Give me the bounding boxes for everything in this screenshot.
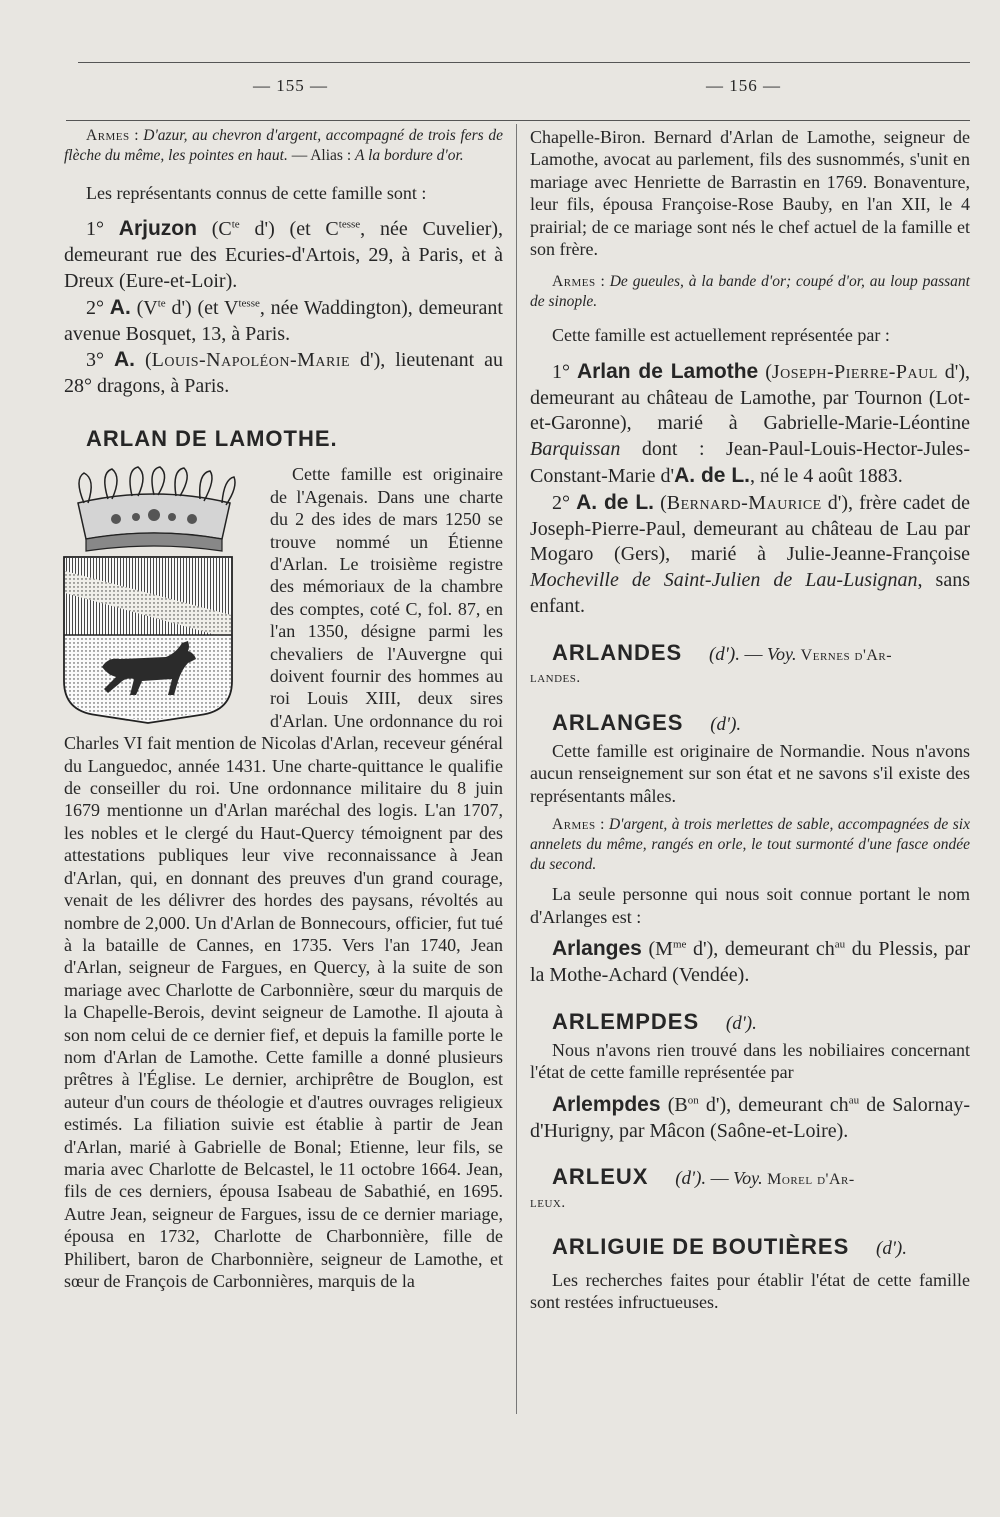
header-rule [66,120,970,121]
shield-icon [64,557,232,723]
entry-arlempdes: Arlempdes ($B^{on}$ d'), demeurant $ch^{au}$ de Salornay-d'Hurigny, par Mâcon (Saône-et-Loire). [530,1092,971,1142]
heading-arliguie: ARLIGUIE DE BOUTIÈRES (d'). [552,1234,907,1260]
heading-arleux: ARLEUX (d'). — Voy. Morel d'Ar- [552,1164,855,1190]
heading-arlempdes: ARLEMPDES (d'). [552,1008,757,1034]
left-column [64,126,503,1292]
heading-arlandes-cont: landes. [530,670,581,687]
top-rule [78,62,970,63]
arlempdes-text: Nous n'avons rien trouvé dans les nobiliaires concernant l'état de cette famille représentée par [530,1040,970,1083]
coat-of-arms-image [56,465,252,727]
crown-icon [78,467,235,551]
arliguie-text: Les recherches faites pour établir l'état de cette famille sont restées infructueuses. [530,1269,970,1313]
entry-arlan-1: 1° Arlan de Lamothe (Joseph-Pierre-Paul d'), demeurant au château de Lamothe, par Tournon (Lot-et-Garonne), marié à Gabrielle-Marie-Léontine Barquissan dont : Jean-Paul-Louis-Hector-Jules-Constant-Marie d'A. de L., né le 4 août 1883. [530,359,970,488]
history-text: Cette famille est originaire de l'Agenais. Dans une charte du 2 des ides de mars 1250 se trouve nommé un Étienne d'Arlan. Le troisième registre des mémoriaux de la chambre des comptes, coté C, fol. 87, en l'an 1350, désigne parmi les chevaliers de l'Auvergne qui doivent fournir des hommes au roi Louis XIII, deux sires d'Arlan. Une ordonnance du roi Charles VI fait mention de Nicolas d'Arlan, receveur général du Languedoc, année 1431. Une charte-quittance le qualifie de conseiller du roi. Une ordonnance militaire du 8 juin 1679 mentionne un d'Arlan maréchal des logis. L'an 1707, les nobles et le clergé du Haut-Quercy témoignent par des attestations publiques leur vive reconnaissance à Jean d'Arlan, qui, en donnant des preuves d'un grand courage, venait de les délivrer des hordes des paysans, révoltés au nombre de 2,000. Un d'Arlan de Bonnecours, officier, fut tué à la bataille de Cannes, en 1735. Vers l'an 1740, Jean d'Arlan, seigneur de Fargues, en Quercy, à la suite de son mariage avec Charlotte de Carbonnière, sœur du marquis de la Chapelle-Berois, devint seigneur de Lamothe. Il ajouta à son nom celui de ce dernier fief, et depuis la famille porte le nom d'Arlan de Lamothe. Cette famille a donné plusieurs prêtres à l'Église. Le dernier, archiprêtre de Bouglon, est auteur d'un cours de théologie et d'autres ouvrages religieux estimés. La filiation suivie est établie à partir de Jean d'Arlan, marié à Gabrielle de Bonal; Etienne, leur fils, se maria avec Charlotte de Belcastel, le 11 octobre 1664. Jean, fils de ces derniers, épousa Isabeau de Sabathié, en 1695. Autre Jean, seigneur de Fargues, issu de ce dernier mariage, épousa en 1732, Charlotte de Charbonnière, fille de Philibert, baron de Charbonnière, seigneur de Lamothe, et sœur de François de Carbonnières, marquis de la [64,464,503,1292]
arlanges-intro: La seule personne qui nous soit connue portant le nom d'Arlanges est : [530,884,970,927]
arlan-history [64,463,503,1292]
heading-arlan-de-lamothe: ARLAN DE LAMOTHE. [86,425,338,451]
intro-text: Les représentants connus de cette famille sont : [86,183,427,203]
history-continued: Chapelle-Biron. Bernard d'Arlan de Lamothe, seigneur de Lamothe, avocat au parlement, fils des susnommés, s'unit en mariage avec Henriette de Barrastin en 1769. Bonaventure, leur fils, épousa Françoise-Rose Bauby, en l'an XII, le 4 prairial; de ce mariage sont nés le chef actuel de la famille et son frère. [530,127,970,260]
heading-arlandes: ARLANDES (d'). — Voy. Vernes d'Ar- [552,639,893,665]
crown-and-shield-icon [56,465,252,727]
arms-arlan: Armes : De gueules, à la bande d'or; coupé d'or, au loup passant de sinople. [530,273,970,311]
page-number-left: — 155 — [253,76,328,95]
column-divider [516,124,517,1414]
entry-arjuzon-1: 1° Arjuzon ($C^{te}$ d') (et $C^{tesse}$, née Cuvelier), demeurant rue des Ecuries-d'Artois, 29, à Paris, et à Dreux (Eure-et-Loir). [64,217,504,292]
entry-arlan-2: 2° A. de L. (Bernard-Maurice d'), frère cadet de Joseph-Pierre-Paul, demeurant au château de Lau par Mogaro (Gers), marié à Julie-Jeanne-Françoise Mocheville de Saint-Julien de Lau-Lusignan, sans enfant. [530,490,970,618]
arlanges-text: Cette famille est originaire de Normandie. Nous n'avons aucun renseignement sur son état et ne savons s'il existe des représentants mâles. [530,741,970,806]
entry-arjuzon-3: 3° A. (Louis-Napoléon-Marie d'), lieutenant au 28° dragons, à Paris. [64,348,503,398]
present-text: Cette famille est actuellement représentée par : [552,325,890,346]
heading-arlanges: ARLANGES (d'). [552,709,742,735]
heading-arleux-cont: leux. [530,1194,566,1211]
entry-arjuzon-2: 2° A. ($V^{te}$ d') (et $V^{tesse}$, née Waddington), demeurant avenue Bosquet, 13, à Paris. [64,295,503,345]
arms-arlanges: Armes : D'argent, à trois merlettes de sable, accompagnées de six annelets du même, rangés en orle, le tout surmonté d'une fasce ondée du second. [530,816,970,874]
page-number-right: — 156 — [706,76,781,95]
arms-arjuzon: Armes : D'azur, au chevron d'argent, accompagné de trois fers de flèche du même, les pointes en haut. — Alias : A la bordure d'or. [64,127,503,164]
right-column [530,126,970,1314]
entry-arlanges: Arlanges ($M^{me}$ d'), demeurant $ch^{au}$ du Plessis, par la Mothe-Achard (Vendée). [530,937,971,986]
